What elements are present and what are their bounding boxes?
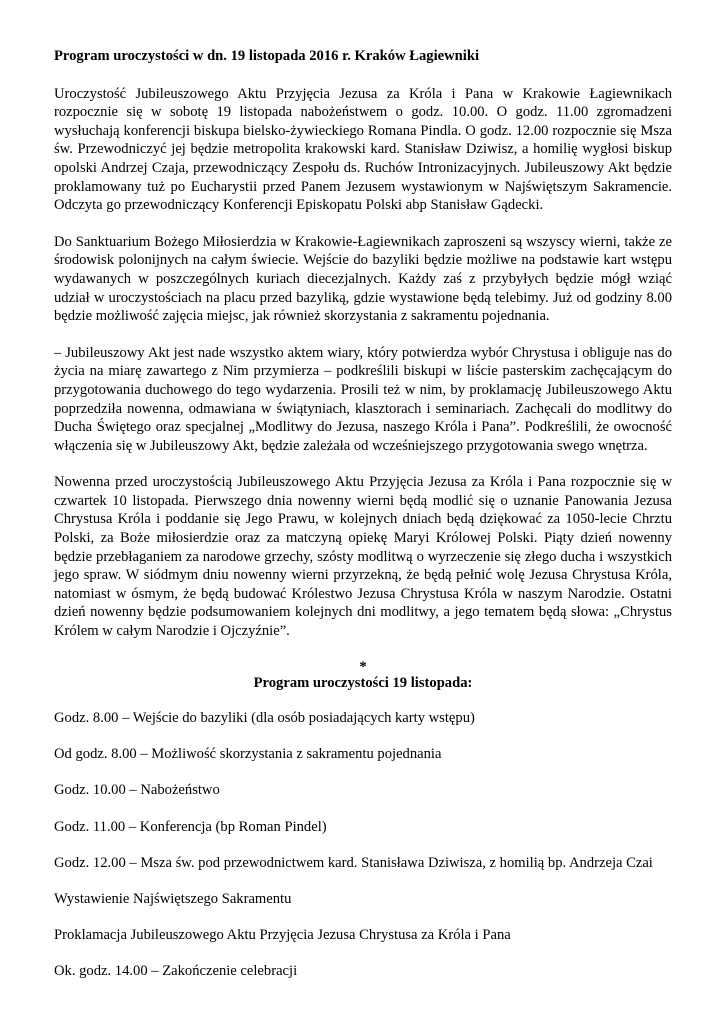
schedule-item: Godz. 12.00 – Msza św. pod przewodnictwem kard. Stanisława Dziwisza, z homilią bp. Andrzeja Czai: [54, 854, 653, 871]
document-title: Program uroczystości w dn. 19 listopada 2016 r. Kraków Łagiewniki: [54, 48, 479, 64]
schedule-item: Godz. 10.00 – Nabożeństwo: [54, 782, 220, 799]
section-separator: *: [359, 658, 367, 675]
paragraph-4: Nowenna przed uroczystością Jubileuszowego Aktu Przyjęcia Jezusa za Króla i Pana rozpocznie się w czwartek 10 listopada. Pierwszego dnia nowenny wierni będą modlić się o uznanie Panowania Jezusa Chrystusa Króla i poddanie się Jego Prawu, w kolejnych dniach będą dziękować za 1050-lecie Chrztu Polski, za Boże miłosierdzie oraz za matczyną opiekę Maryi Królowej Polski. Piąty dzień nowenny będzie przebłaganiem za narodowe grzechy, szósty modlitwą o wyrzeczenie się złego ducha i wszystkich jego spraw. W siódmym dniu nowenny wierni przyrzekną, że będą pełnić wolę Jezusa Chrystusa Króla, natomiast w ósmym, że będą budować Królestwo Jezusa Chrystusa Króla w naszym Narodzie. Ostatni dzień nowenny będzie podsumowaniem kolejnych dni modlitwy, a jego tematem będą słowa: „Chrystus Królem w całym Narodzie i Ojczyźnie”.: [54, 474, 672, 640]
schedule-item: Godz. 8.00 – Wejście do bazyliki (dla osób posiadających karty wstępu): [54, 710, 475, 727]
schedule-title: Program uroczystości 19 listopada:: [253, 674, 473, 691]
schedule-item: Ok. godz. 14.00 – Zakończenie celebracji: [54, 962, 298, 979]
paragraph-1: Uroczystość Jubileuszowego Aktu Przyjęcia Jezusa za Króla i Pana w Krakowie Łagiewnikach rozpocznie się w sobotę 19 listopada nabożeństwem o godz. 10.00. O godz. 11.00 zgromadzeni wysłuchają konferencji biskupa bielsko-żywieckiego Romana Pindla. O godz. 12.00 rozpocznie się Msza św. Przewodniczyć jej będzie metropolita krakowski kard. Stanisław Dziwisz, a homilię wygłosi biskup opolski Andrzej Czaja, przewodniczący Zespołu ds. Ruchów Intronizacyjnych. Jubileuszowy Akt będzie proklamowany tuż po Eucharystii przed Panem Jezusem wystawionym w Najświętszym Sakramencie. Odczyta go przewodniczący Konferencji Episkopatu Polski abp Stanisław Gądecki.: [54, 85, 672, 214]
schedule-item: Od godz. 8.00 – Możliwość skorzystania z sakramentu pojednania: [54, 746, 442, 763]
schedule-item: Proklamacja Jubileuszowego Aktu Przyjęcia Jezusa Chrystusa za Króla i Pana: [54, 926, 511, 943]
paragraph-3: – Jubileuszowy Akt jest nade wszystko aktem wiary, który potwierdza wybór Chrystusa i obliguje nas do życia na miarę zawartego z Nim przymierza – podkreślili biskupi w liście pasterskim zachęcającym do przygotowania duchowego do tego wydarzenia. Prosili też w nim, by proklamację Jubileuszowego Aktu poprzedziła nowenna, odmawiana w świątyniach, klasztorach i seminariach. Zachęcali do modlitwy do Ducha Świętego oraz specjalnej „Modlitwy do Jezusa, naszego Króla i Pana”. Podkreślili, że owocność włączenia się w Jubileuszowy Akt, będzie zależała od wcześniejszego przygotowania swego wnętrza.: [54, 344, 672, 454]
document-page: [54, 47, 672, 998]
schedule-item: Godz. 11.00 – Konferencja (bp Roman Pindel): [54, 818, 327, 835]
paragraph-2: Do Sanktuarium Bożego Miłosierdzia w Krakowie-Łagiewnikach zaproszeni są wszyscy wierni, także ze środowisk polonijnych na całym świecie. Wejście do bazyliki będzie możliwe na podstawie kart wstępu wydawanych w poszczególnych kuriach diecezjalnych. Każdy zaś z przybyłych będzie mógł wziąć udział w uroczystościach na placu przed bazyliką, gdzie wystawione będą telebimy. Już od godziny 8.00 będzie możliwość zajęcia miejsc, jak również skorzystania z sakramentu pojednania.: [54, 233, 672, 325]
schedule-item: Wystawienie Najświętszego Sakramentu: [54, 890, 292, 907]
